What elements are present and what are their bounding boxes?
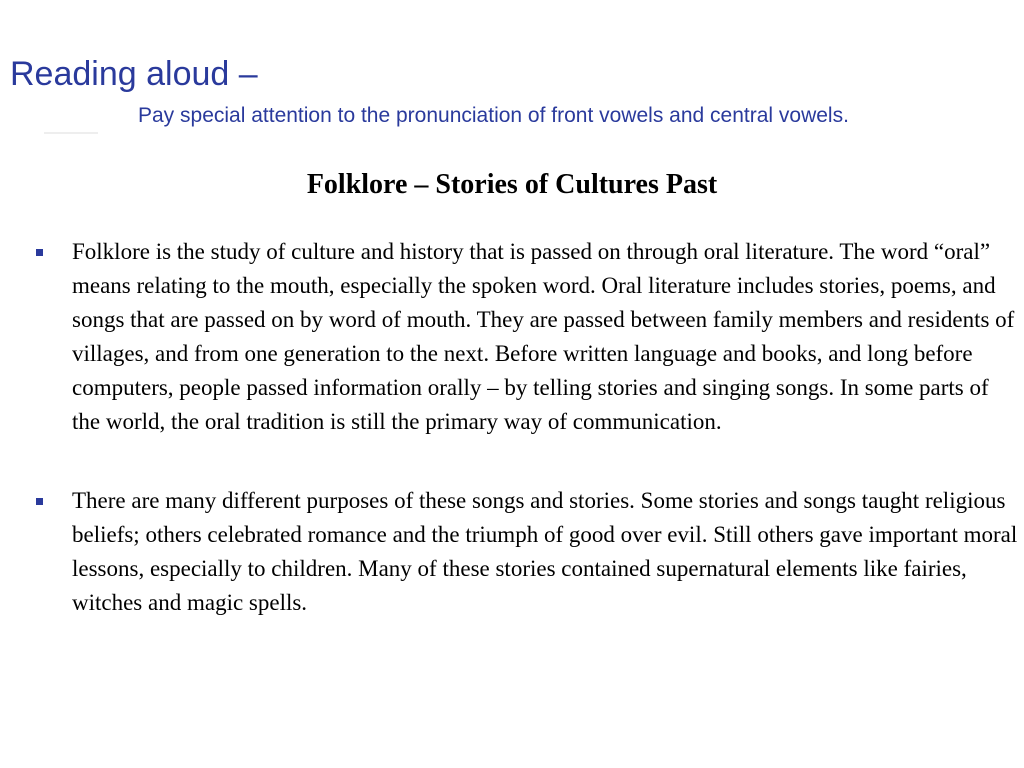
- decorative-mark: [44, 132, 98, 134]
- bullet-item: [34, 235, 1019, 439]
- bullet-item: [34, 484, 1019, 620]
- slide-title: Reading aloud –: [10, 55, 258, 93]
- bullet-text: There are many different purposes of these songs and stories. Some stories and songs taught religious beliefs; others celebrated romance and the triumph of good over evil. Still others gave important moral lessons, especially to children. Many of these stories contained supernatural elements like fairies, witches and magic spells.: [72, 488, 1018, 615]
- bullet-list: [34, 235, 1019, 665]
- passage-heading: Folklore – Stories of Cultures Past: [306, 169, 718, 200]
- square-bullet-icon: [36, 498, 43, 505]
- square-bullet-icon: [36, 249, 43, 256]
- bullet-text: Folklore is the study of culture and history that is passed on through oral literature. The word “oral” means relating to the mouth, especially the spoken word. Oral literature includes stories, poems, and songs that are passed on by word of mouth. They are passed between family members and residents of villages, and from one generation to the next. Before written language and books, and long before computers, people passed information orally – by telling stories and singing songs. In some parts of the world, the oral tradition is still the primary way of communication.: [72, 239, 1015, 434]
- slide-subtitle: Pay special attention to the pronunciation of front vowels and central vowels.: [138, 104, 849, 127]
